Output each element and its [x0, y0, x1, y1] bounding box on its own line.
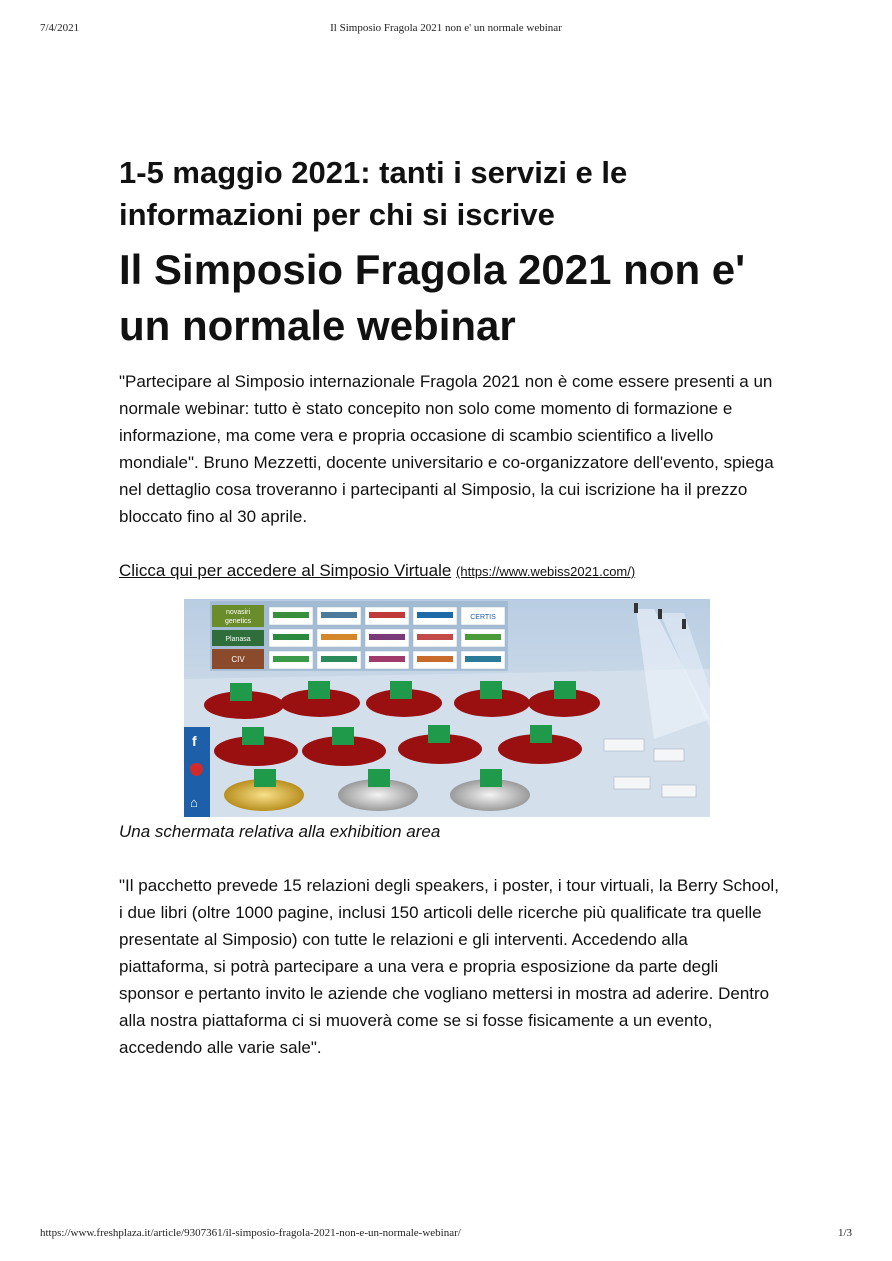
- article-lead: "Partecipare al Simposio internazionale Fragola 2021 non è come essere presenti a un normale webinar: tutto è stato concepito non solo come momento di formazione e informazione, ma come vera e propria occasione di scambio scientifico a livello mondiale". Bruno Mezzetti, docente universitario e co-organizzatore dell'evento, spiega nel dettaglio cosa troveranno i partecipanti al Simposio, la cui iscrizione ha il prezzo bloccato fino al 30 aprile.: [119, 372, 774, 526]
- print-url: https://www.freshplaza.it/article/9307361/il-simposio-fragola-2021-non-e-un-normale-webinar/: [40, 1227, 461, 1239]
- symposium-link[interactable]: Clicca qui per accedere al Simposio Virtuale: [119, 561, 452, 580]
- print-title: Il Simposio Fragola 2021 non e' un normale webinar: [330, 22, 562, 34]
- article-subtitle: 1-5 maggio 2021: tanti i servizi e le informazioni per chi si iscrive: [119, 155, 628, 232]
- svg-text:Planasa: Planasa: [225, 636, 251, 643]
- article-headline: Il Simposio Fragola 2021 non e' un normale webinar: [119, 246, 746, 349]
- symposium-link-line: [119, 559, 779, 584]
- image-caption: Una schermata relativa alla exhibition area: [119, 822, 441, 841]
- exhibition-area-image: [184, 599, 710, 817]
- svg-text:CIV: CIV: [231, 655, 245, 664]
- print-date: 7/4/2021: [40, 22, 80, 34]
- article: [119, 152, 779, 1061]
- facebook-icon[interactable]: f: [192, 733, 197, 749]
- article-body: "Il pacchetto prevede 15 relazioni degli speakers, i poster, i tour virtuali, la Berry School, i due libri (oltre 1000 pagine, inclusi 150 articoli delle ricerche più qualificate tra quelle presentate al Simposio) con tutte le relazioni e gli interventi. Accedendo alla piattaforma, si potrà partecipare a una vera e propria esposizione da parte degli sponsor e pertanto invito le aziende che vogliano mettersi in mostra ad aderire. Dentro alla nostra piattaforma ci si muoverà come se si fosse fisicamente a un evento, accedendo alle varie sale".: [119, 876, 779, 1057]
- svg-text:CERTIS: CERTIS: [470, 614, 496, 621]
- print-header: [40, 22, 852, 36]
- home-icon[interactable]: ⌂: [190, 795, 198, 810]
- svg-text:genetics: genetics: [224, 618, 252, 625]
- svg-text:novasiri: novasiri: [225, 609, 251, 616]
- exhibition-illustration: [184, 599, 710, 817]
- page-number: 1/3: [837, 1227, 852, 1239]
- print-footer: [40, 1227, 852, 1241]
- symposium-link-url[interactable]: (https://www.webiss2021.com/): [456, 564, 636, 579]
